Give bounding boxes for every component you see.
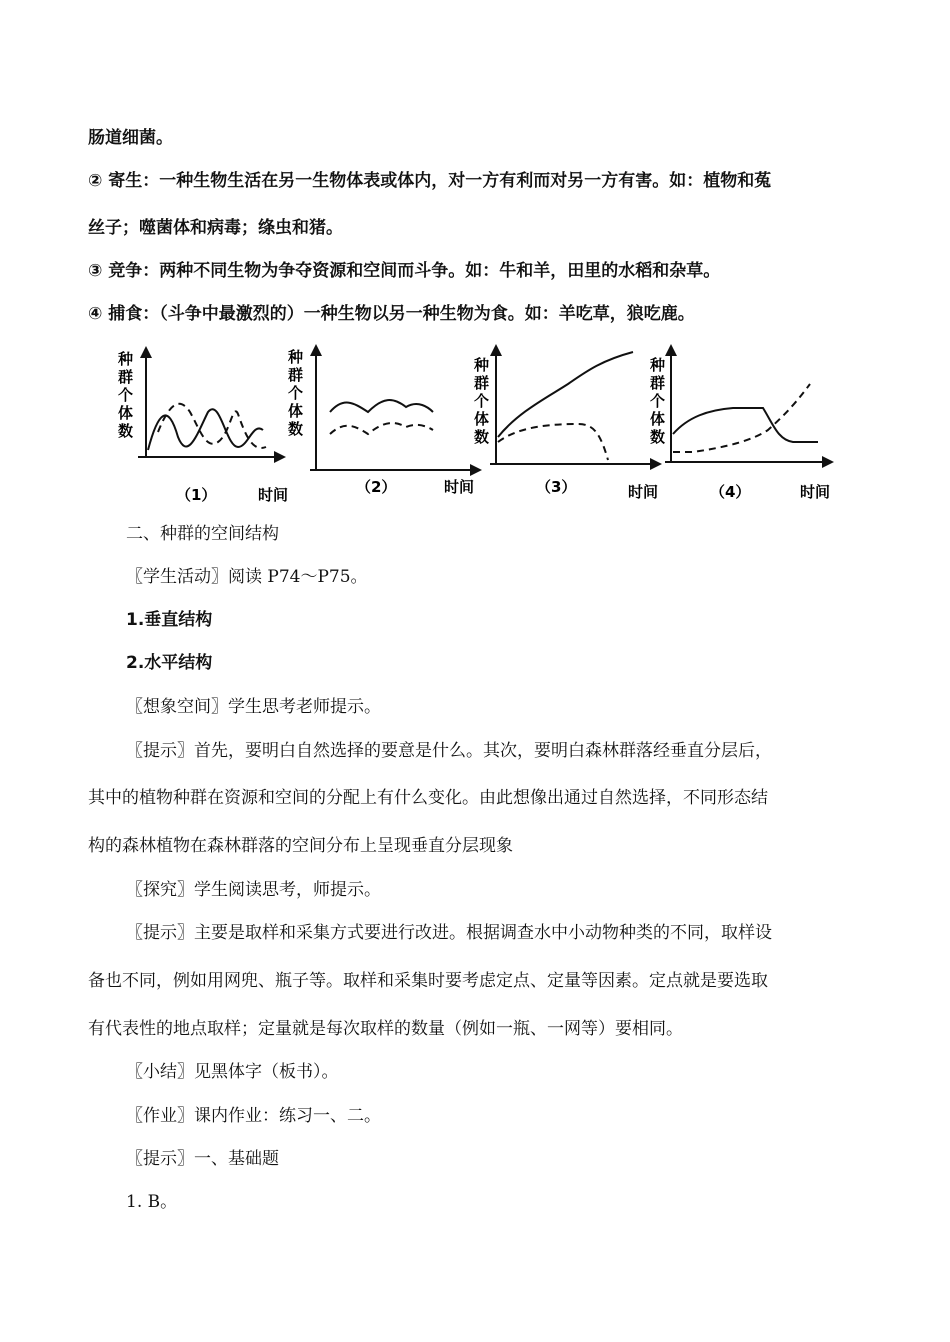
svg-text:种: 种 [118, 350, 134, 368]
line-homework: 〖作业〗课内作业：练习一、二。 [126, 1106, 381, 1126]
line-hint3: 〖提示〗一、基础题 [126, 1149, 279, 1169]
svg-text:体: 体 [288, 402, 304, 420]
svg-text:数: 数 [288, 420, 304, 438]
chart-1-ylabel [117, 350, 133, 440]
chart-3-ylabel [473, 356, 489, 446]
line-summary: 〖小结〗见黑体字（板书）。 [126, 1062, 339, 1082]
chart-1-xlabel: 时间 [258, 486, 289, 504]
chart-1-title: （1） [176, 486, 217, 504]
chart-2-xlabel: 时间 [444, 478, 475, 496]
chart-3-series-dashed [498, 424, 608, 460]
line-activity: 〖学生活动〗阅读 P74～P75。 [126, 567, 368, 587]
population-charts [88, 342, 848, 507]
svg-text:群: 群 [650, 374, 666, 392]
chart-4-ylabel [649, 356, 665, 446]
subheading-vertical: 1.垂直结构 [126, 610, 213, 630]
svg-text:个: 个 [118, 386, 134, 404]
line-parasitism-1: ② 寄生：一种生物生活在另一生物体表或体内，对一方有利而对另一方有害。如：植物和菟 [88, 171, 772, 191]
line-imagine: 〖想象空间〗学生思考老师提示。 [126, 697, 381, 717]
chart-4-title: （4） [710, 483, 751, 501]
svg-text:体: 体 [474, 410, 490, 428]
line-predation: ④ 捕食：（斗争中最激烈的）一种生物以另一种生物为食。如：羊吃草，狼吃鹿。 [88, 304, 695, 324]
subheading-horizontal: 2.水平结构 [126, 653, 213, 673]
chart-2-series-lower [330, 423, 433, 434]
chart-3-title: （3） [536, 478, 577, 496]
line-parasitism-2: 丝子；噬菌体和病毒；绦虫和猪。 [88, 218, 343, 238]
line-hint2-c: 有代表性的地点取样；定量就是每次取样的数量（例如一瓶、一网等）要相同。 [88, 1019, 683, 1039]
line-p1: 肠道细菌。 [88, 128, 173, 148]
chart-2 [287, 348, 476, 496]
svg-text:群: 群 [474, 374, 490, 392]
line-hint1-b: 其中的植物种群在资源和空间的分配上有什么变化。由此想像出通过自然选择，不同形态结 [88, 788, 768, 808]
svg-text:体: 体 [118, 404, 134, 422]
svg-text:数: 数 [650, 428, 666, 446]
svg-text:种: 种 [650, 356, 666, 374]
line-explore: 〖探究〗学生阅读思考，师提示。 [126, 880, 381, 900]
svg-text:个: 个 [650, 392, 666, 410]
chart-3 [473, 350, 658, 501]
chart-2-series-upper [330, 400, 433, 412]
svg-text:群: 群 [288, 366, 304, 384]
line-competition: ③ 竞争：两种不同生物为争夺资源和空间而斗争。如：牛和羊，田里的水稻和杂草。 [88, 261, 721, 281]
chart-4-xlabel: 时间 [800, 483, 831, 501]
chart-4 [649, 350, 830, 501]
line-answer-1: 1. B。 [126, 1192, 178, 1212]
line-hint1-a: 〖提示〗首先，要明白自然选择的要意是什么。其次，要明白森林群落经垂直分层后， [126, 741, 772, 761]
line-hint1-c: 构的森林植物在森林群落的空间分布上呈现垂直分层现象 [88, 836, 513, 856]
svg-text:数: 数 [118, 422, 134, 440]
chart-2-title: （2） [356, 478, 397, 496]
chart-3-series-solid [498, 352, 633, 437]
svg-text:种: 种 [288, 348, 304, 366]
chart-1 [117, 350, 288, 504]
line-hint2-b: 备也不同，例如用网兜、瓶子等。取样和采集时要考虑定点、定量等因素。定点就是要选取 [88, 971, 768, 991]
section-heading: 二、种群的空间结构 [126, 524, 279, 544]
svg-text:个: 个 [288, 384, 304, 402]
chart-3-xlabel: 时间 [628, 483, 659, 501]
svg-text:数: 数 [474, 428, 490, 446]
line-hint2-a: 〖提示〗主要是取样和采集方式要进行改进。根据调查水中小动物种类的不同，取样设 [126, 923, 772, 943]
chart-4-series-solid [673, 408, 818, 442]
svg-text:种: 种 [474, 356, 490, 374]
svg-text:体: 体 [650, 410, 666, 428]
svg-text:个: 个 [474, 392, 490, 410]
chart-2-ylabel [287, 348, 303, 438]
svg-text:群: 群 [118, 368, 134, 386]
